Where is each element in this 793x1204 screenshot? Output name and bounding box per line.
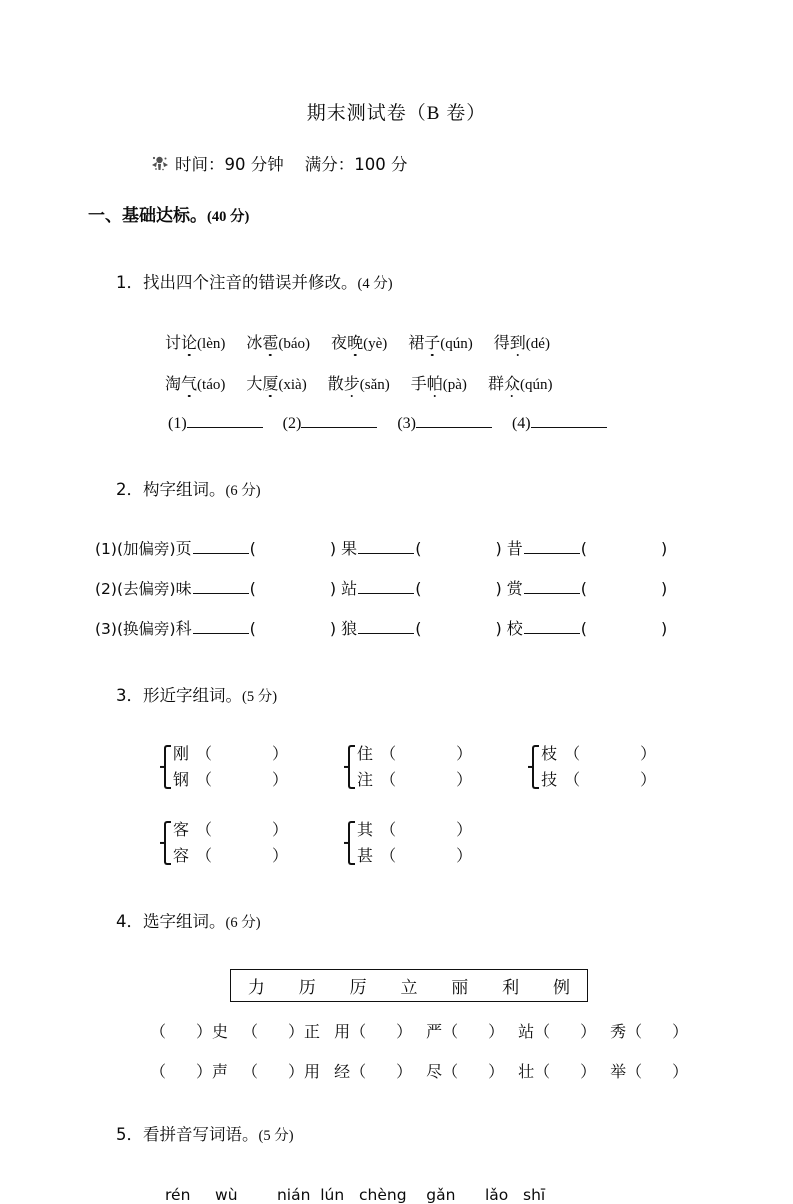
question-5-pinyin-line: rén wù nián lún chèng gǎn lǎo shī — [165, 1186, 546, 1204]
q2-row-label: (3)(换偏旁) — [95, 620, 176, 638]
page-title: 期末测试卷（B 卷） — [306, 103, 487, 124]
decorative-mark-icon — [150, 154, 169, 171]
brace-rows — [173, 741, 288, 793]
q4-post: ） — [672, 1022, 689, 1041]
question-4-row-1 — [0, 1019, 793, 1042]
q1-blank-line[interactable] — [187, 414, 263, 428]
q2-cell: 昔 ( ) — [506, 539, 668, 558]
q1-char: 群 — [487, 374, 504, 393]
q1-char-marked: 雹 — [262, 330, 278, 353]
q1-blank-number: (2) — [282, 415, 302, 432]
q4-pre: （ — [150, 1022, 167, 1041]
q4-pre: 壮（ — [518, 1062, 551, 1081]
bank-char: 丽 — [451, 978, 469, 998]
q2-cell: 站 ( ) — [341, 579, 502, 598]
brace-rows — [357, 741, 472, 793]
q1-char-marked: 厦 — [262, 371, 278, 394]
q2-blank-line[interactable] — [524, 540, 580, 554]
q3-answer-paren[interactable]: （ ） — [564, 770, 657, 789]
q3-answer-paren[interactable]: （ ） — [196, 744, 289, 763]
q1-pinyin: (sǎn) — [359, 377, 390, 393]
q3-char: 刚 — [173, 744, 190, 763]
question-4-heading — [0, 889, 793, 951]
q4-pre: （ — [150, 1062, 167, 1081]
q1-item — [328, 371, 390, 394]
q4-pre: 严（ — [426, 1022, 459, 1041]
q3-char: 钢 — [173, 770, 190, 789]
q4-post: ） — [488, 1062, 505, 1081]
q3-answer-paren[interactable]: （ ） — [380, 770, 473, 789]
q2-blank-line[interactable] — [358, 620, 414, 634]
question-4-points: (6 分) — [225, 915, 261, 931]
q4-item[interactable] — [610, 1059, 688, 1082]
brace-group — [160, 741, 288, 793]
q1-blank[interactable] — [168, 414, 263, 433]
brace-row — [357, 843, 472, 869]
question-5-heading — [0, 1102, 793, 1164]
q4-post: ） — [580, 1062, 597, 1081]
q4-post: ） — [396, 1022, 413, 1041]
q1-blank-number: (3) — [397, 415, 416, 432]
q2-row-label: (2)(去偏旁) — [95, 580, 176, 598]
q3-char: 客 — [173, 820, 190, 839]
q4-post: ） — [488, 1022, 505, 1041]
q1-pinyin: (dé) — [525, 336, 550, 352]
q1-pinyin: (báo) — [278, 336, 311, 352]
q1-char: 大 — [246, 374, 263, 393]
brace-row — [541, 767, 656, 793]
brace-row — [173, 843, 288, 869]
curly-brace-icon — [160, 741, 171, 793]
q4-pre: 经（ — [334, 1062, 367, 1081]
q4-pre: 尽（ — [426, 1062, 459, 1081]
section-heading-label: 一、基础达标。 — [88, 206, 207, 226]
q1-blank-line[interactable] — [416, 414, 492, 428]
question-4-row-2 — [0, 1059, 793, 1082]
brace-rows — [173, 817, 288, 869]
q2-cell: 赏 ( ) — [506, 579, 668, 598]
q4-post: ） — [396, 1062, 413, 1081]
exam-meta-line — [0, 151, 793, 175]
question-5-points: (5 分) — [258, 1128, 294, 1144]
q2-blank-line[interactable] — [193, 620, 249, 634]
question-3-label: 3．形近字组词。 — [115, 686, 242, 705]
q4-item[interactable] — [150, 1019, 228, 1042]
q1-char-marked: 论 — [181, 330, 197, 353]
q2-blank-line[interactable] — [193, 580, 249, 594]
brace-rows — [357, 817, 472, 869]
q1-char-marked: 步 — [344, 371, 360, 394]
bank-char: 利 — [502, 978, 520, 998]
q2-blank-line[interactable] — [193, 540, 249, 554]
q1-char-marked: 帕 — [427, 371, 443, 394]
q2-blank-line[interactable] — [358, 580, 414, 594]
question-1-heading — [0, 250, 793, 312]
q1-char: 得 — [493, 333, 510, 352]
q4-item[interactable] — [518, 1019, 596, 1042]
q2-char: 站 — [341, 579, 358, 598]
q1-pinyin: (táo) — [197, 377, 226, 393]
q3-char: 容 — [173, 846, 190, 865]
q1-char: 夜 — [331, 333, 348, 352]
question-1-row-1 — [0, 330, 793, 353]
q4-item[interactable] — [334, 1019, 412, 1042]
q2-char: 校 — [506, 619, 523, 638]
q1-pinyin: (qún) — [519, 377, 553, 393]
question-3-points: (5 分) — [241, 689, 278, 705]
question-3-row-1 — [0, 741, 793, 793]
q3-char: 枝 — [541, 744, 558, 763]
q3-answer-paren[interactable]: （ ） — [380, 820, 473, 839]
q4-item[interactable] — [518, 1059, 596, 1082]
question-2-row-2 — [0, 576, 793, 599]
q1-char: 淘 — [165, 374, 182, 393]
q4-post: ）声 — [196, 1062, 229, 1081]
bank-char: 立 — [400, 978, 418, 998]
q2-char: 赏 — [506, 579, 523, 598]
q4-item[interactable] — [242, 1059, 320, 1082]
q1-item — [165, 330, 225, 353]
question-2-row-3 — [0, 616, 793, 639]
q1-pinyin: (qún) — [440, 336, 473, 352]
question-2-points: (6 分) — [225, 483, 261, 499]
question-1-answer-blanks — [0, 414, 793, 433]
brace-row — [357, 817, 472, 843]
q1-blank-line[interactable] — [531, 414, 607, 428]
q2-char: 果 — [341, 539, 358, 558]
q4-item[interactable] — [610, 1019, 688, 1042]
q1-item — [246, 371, 306, 394]
q4-post: ）用 — [288, 1062, 321, 1081]
q1-blank[interactable] — [283, 414, 378, 433]
brace-row — [357, 741, 472, 767]
q1-blank-number: (4) — [511, 415, 531, 432]
q1-char-marked: 到 — [510, 330, 526, 353]
section-heading-1 — [0, 201, 793, 226]
q2-cell: 科 ( ) — [175, 619, 337, 638]
bank-char: 力 — [247, 978, 265, 998]
q1-item — [494, 330, 550, 353]
q3-char: 甚 — [357, 846, 374, 865]
q3-answer-paren[interactable]: （ ） — [564, 744, 657, 763]
question-2-row-1 — [0, 536, 793, 559]
brace-row — [541, 741, 656, 767]
question-5-label: 5．看拼音写词语。 — [115, 1125, 259, 1144]
question-2-heading — [0, 457, 793, 519]
q4-post: ） — [580, 1022, 597, 1041]
bank-char: 厉 — [349, 978, 367, 998]
q4-item[interactable] — [426, 1059, 504, 1082]
q3-answer-paren[interactable]: （ ） — [380, 744, 473, 763]
q4-pre: 用（ — [334, 1022, 367, 1041]
q1-blank[interactable] — [397, 414, 492, 433]
question-2-label: 2．构字组词。 — [115, 480, 226, 499]
q1-pinyin: (xià) — [278, 377, 307, 393]
question-1-points: (4 分) — [357, 276, 393, 292]
q2-cell: 页 ( ) — [175, 539, 337, 558]
q4-item[interactable] — [150, 1059, 228, 1082]
q4-post: ）史 — [196, 1022, 229, 1041]
brace-group — [344, 817, 472, 869]
q4-pre: 站（ — [518, 1022, 551, 1041]
q3-answer-paren[interactable]: （ ） — [196, 846, 289, 865]
q1-item — [331, 330, 387, 353]
q2-char: 昔 — [506, 539, 523, 558]
q1-pinyin: (yè) — [363, 336, 388, 352]
q3-answer-paren[interactable]: （ ） — [196, 770, 289, 789]
q1-char-marked: 气 — [181, 371, 197, 394]
q1-char-marked: 众 — [504, 371, 520, 394]
question-1-label: 1．找出四个注音的错误并修改。 — [115, 273, 358, 292]
bank-char: 例 — [552, 978, 570, 998]
q1-char: 讨 — [165, 333, 182, 352]
q2-char: 味 — [175, 579, 192, 598]
q4-item[interactable] — [334, 1059, 412, 1082]
character-bank-box — [230, 969, 588, 1002]
q3-answer-paren[interactable]: （ ） — [380, 846, 473, 865]
q2-char: 科 — [175, 619, 192, 638]
curly-brace-icon — [528, 741, 539, 793]
q1-item — [165, 371, 225, 394]
q4-post: ） — [672, 1062, 689, 1081]
q1-pinyin: (lèn) — [197, 336, 226, 352]
q1-blank[interactable] — [512, 414, 607, 433]
bank-char: 历 — [298, 978, 316, 998]
q3-answer-paren[interactable]: （ ） — [196, 820, 289, 839]
q4-pre: （ — [242, 1022, 259, 1041]
q2-char: 页 — [175, 539, 192, 558]
q2-cell: 味 ( ) — [175, 579, 337, 598]
q1-item — [408, 330, 473, 353]
curly-brace-icon — [160, 817, 171, 869]
question-3-row-2 — [0, 817, 793, 869]
q2-char: 狼 — [341, 619, 358, 638]
q4-item[interactable] — [426, 1019, 504, 1042]
q2-blank-line[interactable] — [524, 580, 580, 594]
curly-brace-icon — [344, 741, 355, 793]
question-4-character-bank — [0, 969, 793, 1002]
q1-char: 裙 — [408, 333, 425, 352]
q1-item — [411, 371, 467, 394]
q1-item — [488, 371, 553, 394]
question-3-heading — [0, 663, 793, 725]
brace-group — [344, 741, 472, 793]
q3-char: 技 — [541, 770, 558, 789]
brace-row — [357, 767, 472, 793]
q1-char: 散 — [327, 374, 344, 393]
q4-pre: 举（ — [610, 1062, 643, 1081]
q1-char: 手 — [410, 374, 427, 393]
q4-pre: 秀（ — [610, 1022, 643, 1041]
q1-char-marked: 子 — [424, 330, 440, 353]
brace-row — [173, 767, 288, 793]
brace-group — [528, 741, 656, 793]
q2-row-label: (1)(加偏旁) — [95, 540, 176, 558]
curly-brace-icon — [344, 817, 355, 869]
brace-row — [173, 741, 288, 767]
q3-char: 其 — [357, 820, 374, 839]
brace-row — [173, 817, 288, 843]
q2-cell: 果 ( ) — [341, 539, 502, 558]
q4-post: ）正 — [288, 1022, 321, 1041]
section-heading-points: (40 分) — [207, 209, 250, 225]
q1-char: 冰 — [246, 333, 263, 352]
q1-blank-line[interactable] — [301, 414, 377, 428]
brace-rows — [541, 741, 656, 793]
q2-blank-line[interactable] — [524, 620, 580, 634]
q1-item — [246, 330, 310, 353]
q1-pinyin: (pà) — [442, 377, 467, 393]
q2-cell: 狼 ( ) — [341, 619, 502, 638]
q2-cell: 校 ( ) — [506, 619, 668, 638]
q3-char: 注 — [357, 770, 374, 789]
q4-pre: （ — [242, 1062, 259, 1081]
q3-char: 住 — [357, 744, 374, 763]
brace-group — [160, 817, 288, 869]
q4-item[interactable] — [242, 1019, 320, 1042]
question-4-label: 4．选字组词。 — [115, 912, 226, 931]
q1-char-marked: 晚 — [347, 330, 363, 353]
q2-blank-line[interactable] — [358, 540, 414, 554]
q1-blank-number: (1) — [168, 415, 187, 432]
exam-meta-text: 时间：90 分钟 满分：100 分 — [175, 155, 408, 174]
question-1-row-2 — [0, 371, 793, 394]
